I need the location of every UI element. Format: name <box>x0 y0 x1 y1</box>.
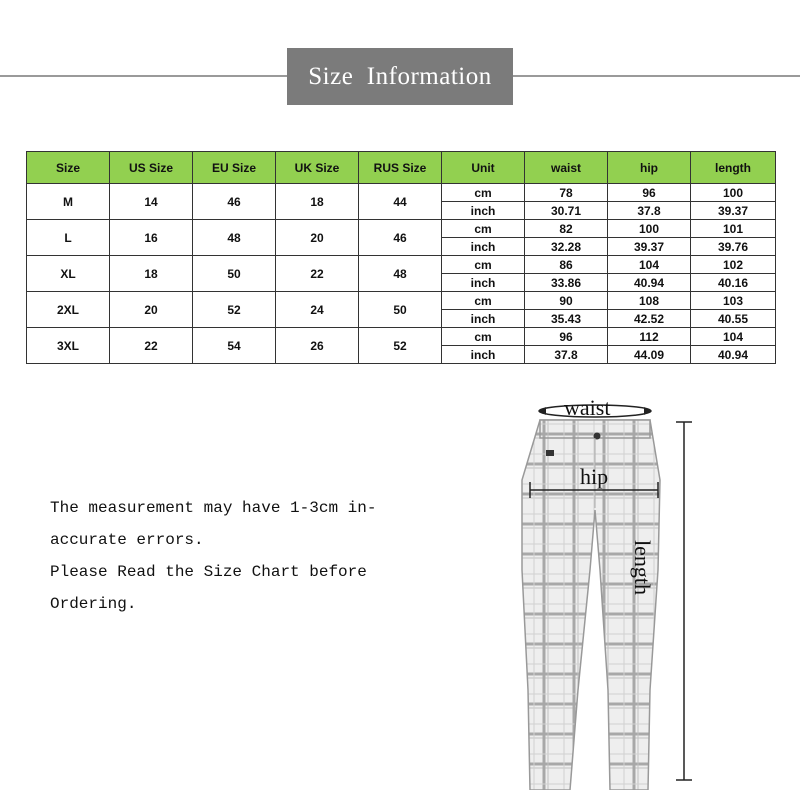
cell-length: 39.76 <box>691 238 776 256</box>
col-header-us-size: US Size <box>110 152 193 184</box>
cell-uk-size: 22 <box>276 256 359 292</box>
table-row <box>27 328 776 346</box>
cell-uk-size: 18 <box>276 184 359 220</box>
col-header-eu-size: EU Size <box>193 152 276 184</box>
cell-waist: 96 <box>525 328 608 346</box>
length-label: length <box>630 540 655 595</box>
col-header-rus-size: RUS Size <box>359 152 442 184</box>
cell-unit: cm <box>442 328 525 346</box>
pants-illustration <box>500 390 730 790</box>
cell-hip: 42.52 <box>608 310 691 328</box>
table-row <box>27 220 776 238</box>
cell-unit: inch <box>442 310 525 328</box>
cell-eu-size: 48 <box>193 220 276 256</box>
cell-us-size: 22 <box>110 328 193 364</box>
cell-size: XL <box>27 256 110 292</box>
cell-unit: inch <box>442 274 525 292</box>
cell-hip: 96 <box>608 184 691 202</box>
cell-hip: 40.94 <box>608 274 691 292</box>
col-header-unit: Unit <box>442 152 525 184</box>
table-row <box>27 292 776 310</box>
cell-eu-size: 50 <box>193 256 276 292</box>
page-title-text: Size Information <box>308 62 492 90</box>
cell-us-size: 16 <box>110 220 193 256</box>
cell-hip: 112 <box>608 328 691 346</box>
cell-hip: 104 <box>608 256 691 274</box>
cell-unit: cm <box>442 292 525 310</box>
cell-unit: inch <box>442 346 525 364</box>
col-header-waist: waist <box>525 152 608 184</box>
cell-size: 2XL <box>27 292 110 328</box>
cell-length: 100 <box>691 184 776 202</box>
cell-waist: 90 <box>525 292 608 310</box>
cell-length: 40.94 <box>691 346 776 364</box>
cell-eu-size: 46 <box>193 184 276 220</box>
table-header-row <box>27 152 776 184</box>
cell-eu-size: 54 <box>193 328 276 364</box>
cell-length: 40.55 <box>691 310 776 328</box>
cell-length: 39.37 <box>691 202 776 220</box>
cell-unit: inch <box>442 238 525 256</box>
cell-length: 102 <box>691 256 776 274</box>
note-line: accurate errors. <box>50 531 204 549</box>
cell-hip: 44.09 <box>608 346 691 364</box>
table-row <box>27 184 776 202</box>
cell-rus-size: 50 <box>359 292 442 328</box>
col-header-length: length <box>691 152 776 184</box>
cell-waist: 82 <box>525 220 608 238</box>
cell-length: 103 <box>691 292 776 310</box>
cell-unit: cm <box>442 220 525 238</box>
cell-rus-size: 44 <box>359 184 442 220</box>
page-title <box>287 48 513 105</box>
note-line: Please Read the Size Chart before <box>50 563 367 581</box>
cell-waist: 37.8 <box>525 346 608 364</box>
cell-rus-size: 52 <box>359 328 442 364</box>
cell-length: 101 <box>691 220 776 238</box>
cell-unit: cm <box>442 184 525 202</box>
cell-length: 104 <box>691 328 776 346</box>
cell-rus-size: 46 <box>359 220 442 256</box>
size-table <box>26 151 776 364</box>
pants-measurement-diagram <box>500 390 730 790</box>
cell-size: M <box>27 184 110 220</box>
cell-hip: 39.37 <box>608 238 691 256</box>
col-header-size: Size <box>27 152 110 184</box>
cell-us-size: 14 <box>110 184 193 220</box>
cell-waist: 30.71 <box>525 202 608 220</box>
table-row <box>27 256 776 274</box>
cell-waist: 32.28 <box>525 238 608 256</box>
waist-label: waist <box>564 395 611 420</box>
cell-unit: inch <box>442 202 525 220</box>
cell-hip: 108 <box>608 292 691 310</box>
cell-waist: 35.43 <box>525 310 608 328</box>
cell-uk-size: 20 <box>276 220 359 256</box>
cell-uk-size: 26 <box>276 328 359 364</box>
cell-size: L <box>27 220 110 256</box>
hip-label: hip <box>580 464 609 489</box>
note-line: Ordering. <box>50 595 137 613</box>
cell-length: 40.16 <box>691 274 776 292</box>
cell-hip: 37.8 <box>608 202 691 220</box>
cell-uk-size: 24 <box>276 292 359 328</box>
cell-unit: cm <box>442 256 525 274</box>
cell-waist: 33.86 <box>525 274 608 292</box>
col-header-hip: hip <box>608 152 691 184</box>
cell-hip: 100 <box>608 220 691 238</box>
col-header-uk-size: UK Size <box>276 152 359 184</box>
cell-rus-size: 48 <box>359 256 442 292</box>
cell-us-size: 20 <box>110 292 193 328</box>
cell-us-size: 18 <box>110 256 193 292</box>
note-line: The measurement may have 1-3cm in- <box>50 499 377 517</box>
cell-waist: 86 <box>525 256 608 274</box>
cell-waist: 78 <box>525 184 608 202</box>
cell-size: 3XL <box>27 328 110 364</box>
cell-eu-size: 52 <box>193 292 276 328</box>
measurement-note <box>50 492 410 620</box>
